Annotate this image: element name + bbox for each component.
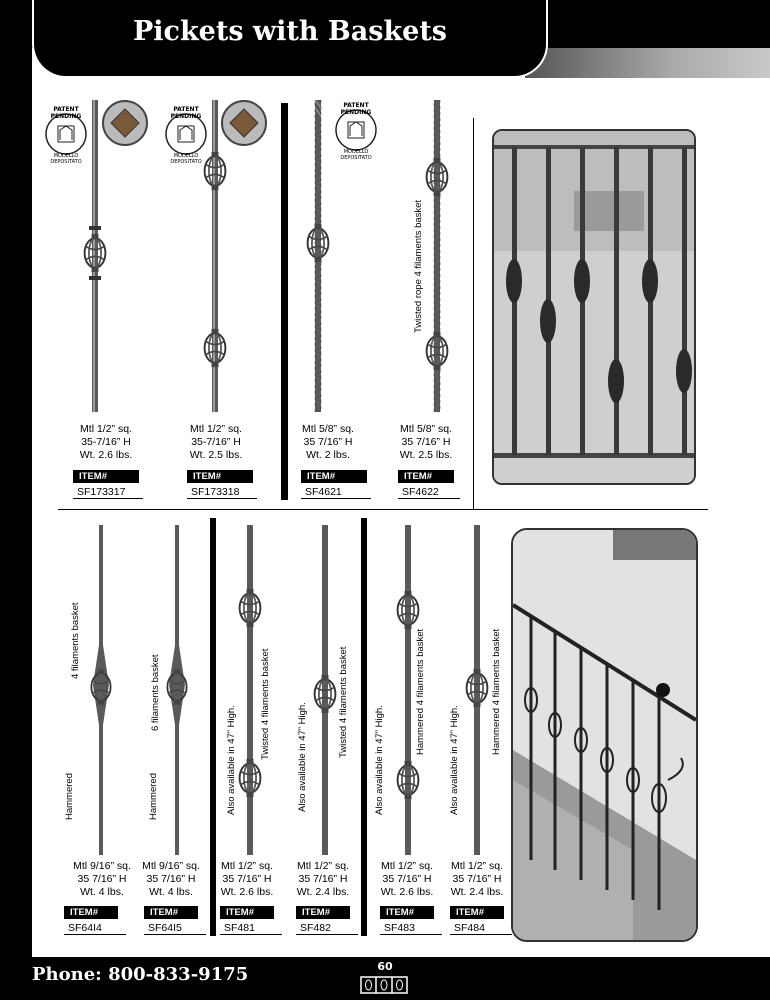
availability-note: Also available in 47” High. [297, 702, 308, 812]
badge-text-bottom: MODELLO DEPOSITATO [340, 149, 372, 161]
item-number: SF481 [220, 921, 282, 935]
picket-spec: Mtl 9/16” sq. 35 7/16” H Wt. 4 lbs. [73, 860, 131, 898]
item-label: ITEM# [220, 906, 274, 919]
badge-text-top: PATENT PENDING [340, 102, 372, 116]
availability-note: Also available in 47” High. [449, 705, 460, 815]
header-gradient-strip [525, 48, 770, 78]
picket-description: Twisted 4 filaments basket [260, 648, 271, 760]
item-label: ITEM# [450, 906, 504, 919]
railing-logo-icon [359, 975, 409, 995]
item-number: SF4621 [301, 485, 371, 499]
item-label: ITEM# [398, 470, 454, 483]
badge-text-bottom: MODELLO DEPOSITATO [50, 153, 82, 165]
bar-profile-closeup [101, 99, 149, 147]
picket-description: Hammered 4 filaments basket [491, 628, 502, 755]
item-number: SF64I5 [144, 921, 206, 935]
phone-number: Phone: 800-833-9175 [32, 964, 249, 985]
finish-label: Hammered [148, 773, 159, 820]
page-title: Pickets with Baskets [132, 16, 448, 47]
picket-spec: Mtl 1/2” sq. 35 7/16” H Wt. 2.6 lbs. [380, 860, 434, 898]
picket-spec: Mtl 1/2” sq. 35-7/16” H Wt. 2.5 lbs. [189, 423, 243, 461]
picket-description: 4 filaments basket [70, 602, 81, 679]
finish-label: Hammered [64, 773, 75, 820]
item-number: SF64I4 [64, 921, 126, 935]
picket-description: 6 filaments basket [150, 654, 161, 731]
item-number: SF482 [296, 921, 358, 935]
badge-text-top: PATENT PENDING [170, 106, 202, 120]
picket-description: Twisted 4 filaments basket [338, 646, 349, 758]
availability-note: Also available in 47” High. [226, 705, 237, 815]
badge-text-top: PATENT PENDING [50, 106, 82, 120]
picket-image [87, 525, 115, 855]
title-tab [32, 0, 548, 78]
staircase-photo [511, 528, 698, 942]
item-label: ITEM# [73, 470, 139, 483]
item-label: ITEM# [64, 906, 118, 919]
railing-photo [492, 129, 696, 485]
item-number: SF4622 [398, 485, 460, 499]
picket-image [422, 100, 452, 412]
item-number: SF173318 [187, 485, 257, 499]
picket-image [310, 525, 340, 855]
item-label: ITEM# [144, 906, 198, 919]
picket-image [163, 525, 191, 855]
picket-description: Hammered 4 filaments basket [415, 628, 426, 755]
item-number: SF173317 [73, 485, 143, 499]
availability-note: Also available in 47” High. [374, 705, 385, 815]
left-border [0, 0, 32, 1000]
item-label: ITEM# [380, 906, 434, 919]
badge-text-bottom: MODELLO DEPOSITATO [170, 153, 202, 165]
item-label: ITEM# [187, 470, 253, 483]
picket-spec: Mtl 1/2” sq. 35-7/16” H Wt. 2.6 lbs. [79, 423, 133, 461]
picket-spec: Mtl 1/2” sq. 35 7/16” H Wt. 2.4 lbs. [450, 860, 504, 898]
item-label: ITEM# [296, 906, 350, 919]
picket-spec: Mtl 9/16” sq. 35 7/16” H Wt. 4 lbs. [142, 860, 200, 898]
picket-spec: Mtl 1/2” sq. 35 7/16” H Wt. 2.4 lbs. [296, 860, 350, 898]
bar-profile-closeup [220, 99, 268, 147]
section-divider [58, 509, 708, 510]
picket-spec: Mtl 5/8” sq. 35 7/16” H Wt. 2.5 lbs. [399, 423, 453, 461]
page-number: 60 [377, 960, 393, 973]
picket-description: Twisted rope 4 filaments basket [413, 199, 424, 333]
item-number: SF483 [380, 921, 442, 935]
picket-spec: Mtl 5/8” sq. 35 7/16” H Wt. 2 lbs. [302, 423, 354, 461]
picket-image [462, 525, 492, 855]
item-label: ITEM# [301, 470, 367, 483]
item-number: SF484 [450, 921, 512, 935]
picket-spec: Mtl 1/2” sq. 35 7/16” H Wt. 2.6 lbs. [220, 860, 274, 898]
